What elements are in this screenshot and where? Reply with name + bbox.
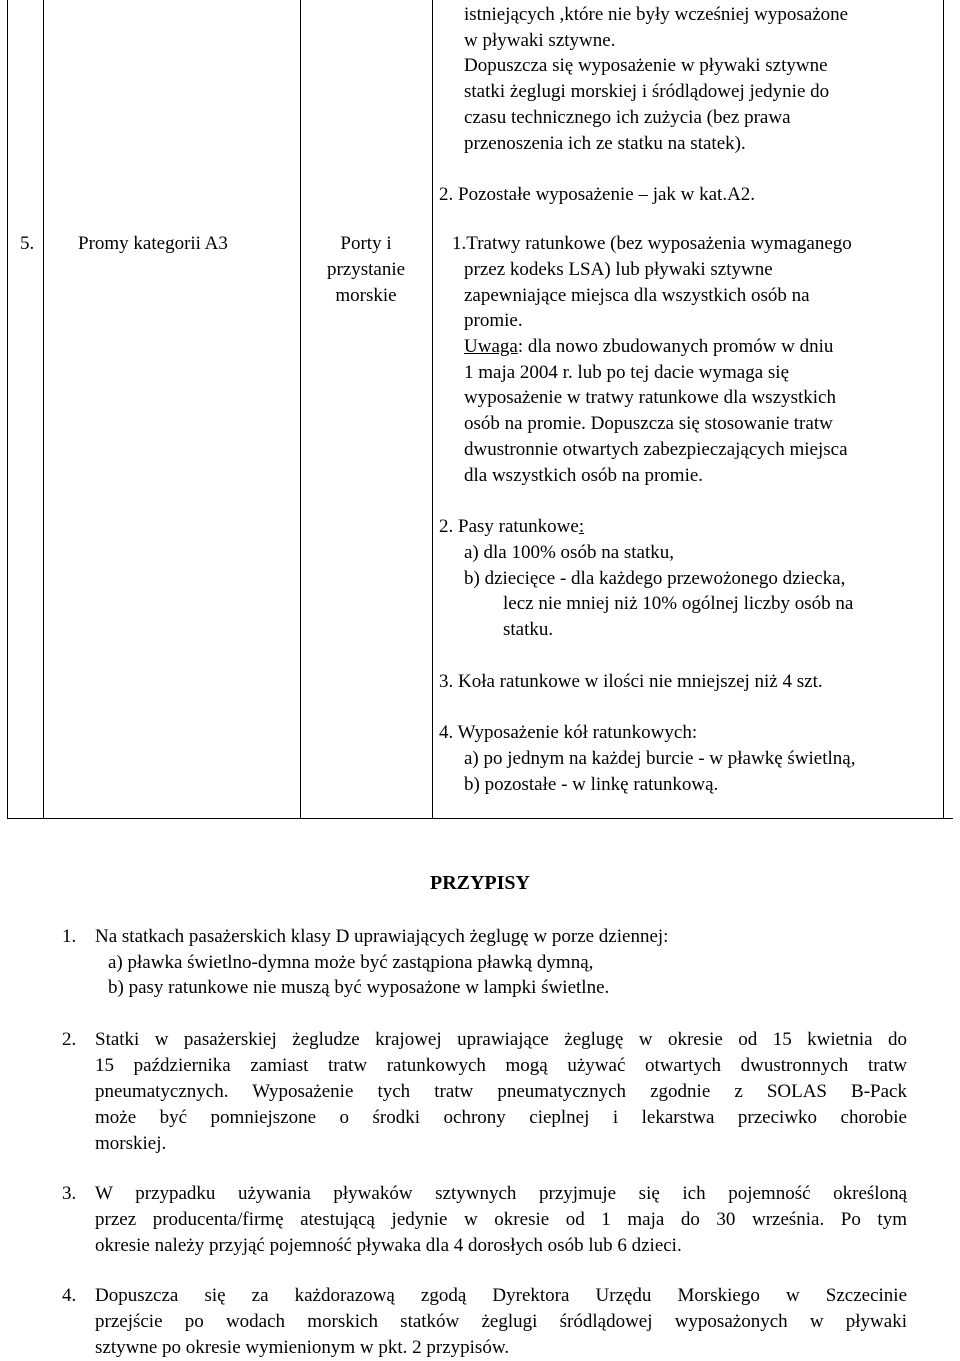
item-4-line: b) pozostałe - w linkę ratunkową. <box>464 774 719 795</box>
top-cell-line: Dopuszcza się wyposażenie w pływaki sztywne <box>464 55 828 76</box>
footnote-line: pneumatycznych. Wyposażenie tych tratw pneumatycznych zgodnie z SOLAS B-Pack <box>95 1081 907 1102</box>
table-divider-2 <box>300 0 301 818</box>
item-1-line: zapewniające miejsca dla wszystkich osób na <box>464 285 810 306</box>
table-border-bottom <box>7 818 953 819</box>
item-4-line: a) po jednym na każdej burcie - w pławkę świetlną, <box>464 748 856 769</box>
footnote-line: Dopuszcza się za każdorazową zgodą Dyrektora Urzędu Morskiego w Szczecinie <box>95 1285 907 1306</box>
note-line: dwustronnie otwartych zabezpieczających miejsca <box>464 439 848 460</box>
footnote-number: 1. <box>62 926 77 947</box>
footnote-line: Statki w pasażerskiej żegludze krajowej uprawiające żeglugę w okresie od 15 kwietnia do <box>95 1029 907 1050</box>
top-cell-line: czasu technicznego ich zużycia (bez prawa <box>464 107 791 128</box>
footnote-line: sztywne po okresie wymienionym w pkt. 2 przypisów. <box>95 1337 510 1358</box>
row-area-line: morskie <box>335 285 397 306</box>
row-area <box>300 231 432 309</box>
note-label: Uwaga <box>464 336 518 357</box>
top-cell-item-2: 2. Pozostałe wyposażenie – jak w kat.A2. <box>439 184 756 205</box>
row-category: Promy kategorii A3 <box>78 233 228 254</box>
footnote-number: 3. <box>62 1183 77 1204</box>
item-2-b-line: b) dziecięce - dla każdego przewożonego dziecka, <box>464 568 846 589</box>
note-line: osób na promie. Dopuszcza się stosowanie tratw <box>464 413 833 434</box>
footnote-number: 2. <box>62 1029 77 1050</box>
item-1-line: przez kodeks LSA) lub pływaki sztywne <box>464 259 773 280</box>
row-area-line: Porty i <box>340 233 392 254</box>
footnote-line: b) pasy ratunkowe nie muszą być wyposażone w lampki świetlne. <box>108 977 610 998</box>
note-line: 1 maja 2004 r. lub po tej dacie wymaga się <box>464 362 790 383</box>
row-number: 5. <box>20 233 35 254</box>
top-cell-line: istniejących ,które nie były wcześniej wyposażone <box>464 4 849 25</box>
item-1-line: promie. <box>464 310 523 331</box>
table-border-left <box>7 0 8 818</box>
item-4-line: 4. Wyposażenie kół ratunkowych: <box>439 722 698 743</box>
table-divider-3 <box>432 0 433 818</box>
item-2-title-text: 2. Pasy ratunkowe <box>439 516 579 537</box>
item-2-b-line: statku. <box>503 619 554 640</box>
item-2-colon: : <box>578 516 585 537</box>
top-cell-line: w pływaki sztywne. <box>464 30 616 51</box>
table-border-right <box>943 0 944 818</box>
item-1-line: 1.Tratwy ratunkowe (bez wyposażenia wymaganego <box>452 233 852 254</box>
footnotes-title: PRZYPISY <box>429 872 530 894</box>
note-text: : dla nowo zbudowanych promów w dniu <box>517 336 834 357</box>
footnote-line: przejście po wodach morskich statków żeglugi śródlądowej wyposażonych w pływaki <box>95 1311 907 1332</box>
footnote-line: Na statkach pasażerskich klasy D uprawiających żeglugę w porze dziennej: <box>95 926 669 947</box>
footnote-line: 15 października zamiast tratw ratunkowych mogą używać otwartych dwustronnych tratw <box>95 1055 907 1076</box>
table-divider-1 <box>43 0 44 818</box>
item-3: 3. Koła ratunkowe w ilości nie mniejszej niż 4 szt. <box>439 671 823 692</box>
row-area-line: przystanie <box>326 259 406 280</box>
note-line: dla wszystkich osób na promie. <box>464 465 704 486</box>
footnote-text <box>95 1181 907 1259</box>
footnote-line: przez producenta/firmę atestującą jedynie w okresie od 1 maja do 30 września. Po tym <box>95 1209 907 1230</box>
footnote-line: może być pomniejszone o środki ochrony cieplnej i lekarstwa przeciwko chorobie <box>95 1107 907 1128</box>
footnote-line: a) pławka świetlno-dymna może być zastąpiona pławką dymną, <box>108 952 594 973</box>
footnote-text <box>95 1027 907 1157</box>
top-cell-line: przenoszenia ich ze statku na statek). <box>464 133 746 154</box>
footnote-text <box>95 1283 907 1361</box>
note-line: wyposażenie w tratwy ratunkowe dla wszystkich <box>464 387 836 408</box>
item-2-b-line: lecz nie mniej niż 10% ogólnej liczby osób na <box>503 593 854 614</box>
top-cell-line: statki żeglugi morskiej i śródlądowej jedynie do <box>464 81 830 102</box>
footnote-line: okresie należy przyjąć pojemność pływaka dla 4 dorosłych osób lub 6 dzieci. <box>95 1235 682 1256</box>
footnote-line: W przypadku używania pływaków sztywnych przyjmuje się ich pojemność określoną <box>95 1183 907 1204</box>
note-line <box>464 334 833 360</box>
item-2-a: a) dla 100% osób na statku, <box>464 542 675 563</box>
item-2-title <box>439 514 584 540</box>
footnote-line: morskiej. <box>95 1133 167 1154</box>
footnote-number: 4. <box>62 1285 77 1306</box>
